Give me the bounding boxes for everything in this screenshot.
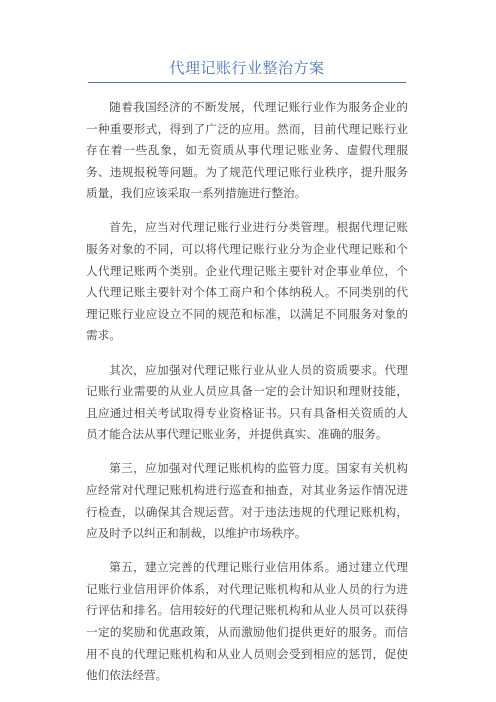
paragraph-third: 第三，应加强对代理记账机构的监管力度。国家有关机构应经常对代理记账机构进行巡查和抽查，对其业务运作情况进行检查，以确保其合规运营。对于违法违规的代理记账机构，应及时予以纠正和制裁，以维护市场秩序。: [86, 461, 408, 541]
paragraph-intro: 随着我国经济的不断发展，代理记账行业作为服务企业的一种重要形式，得到了广泛的应用。然而，目前代理记账行业存在着一些乱象，如无资质从事代理记账业务、虚假代理服务、违规报税等问题。为了规范代理记账行业秩序，提升服务质量，我们应该采取一系列措施进行整治。: [86, 100, 408, 201]
document-title: 代理记账行业整治方案: [88, 58, 406, 83]
paragraph-fifth: 第五，建立完善的代理记账行业信用体系。通过建立代理记账行业信用评价体系，对代理记账机构和从业人员的行为进行评估和排名。信用较好的代理记账机构和从业人员可以获得一定的奖励和优惠政策，从而激励他们提供更好的服务。而信用不良的代理记账机构和从业人员则会受到相应的惩罚，促使他们依法经营。: [86, 560, 408, 683]
paragraph-second: 其次，应加强对代理记账行业从业人员的资质要求。代理记账行业需要的从业人员应具备一定的会计知识和理财技能，且应通过相关考试取得专业资格证书。只有具备相关资质的人员才能合法从事代理记账业务，并提供真实、准确的服务。: [86, 362, 408, 442]
paragraph-first: 首先，应当对代理记账行业进行分类管理。根据代理记账服务对象的不同，可以将代理记账行业分为企业代理记账和个人代理记账两个类别。企业代理记账主要针对企事业单位，个人代理记账主要针对个体工商户和个体纳税人。不同类别的代理记账行业应设立不同的规范和标准，以满足不同服务对象的需求。: [86, 220, 408, 343]
